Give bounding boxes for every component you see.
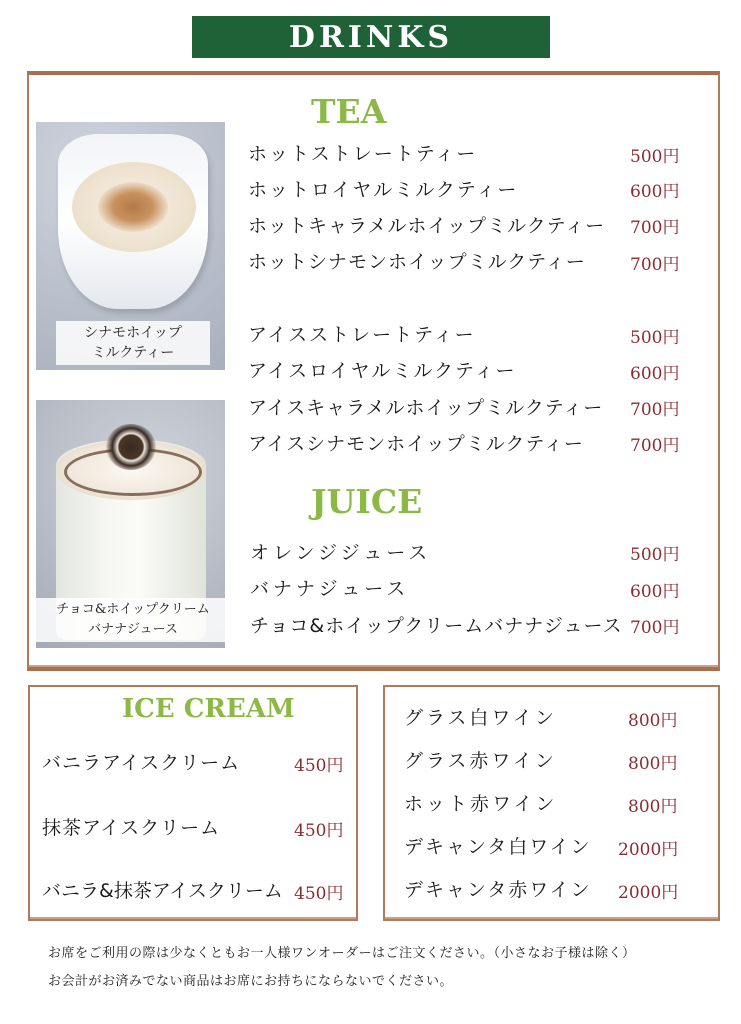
menu-item xyxy=(250,611,623,638)
tea-caption-line1: シナモホイップ xyxy=(84,325,182,341)
item-price: 450円 xyxy=(294,821,344,841)
menu-item xyxy=(248,247,586,274)
menu-item xyxy=(404,875,592,902)
item-price: 700円 xyxy=(630,618,680,638)
item-price: 700円 xyxy=(630,400,680,420)
item-name: デキャンタ赤ワイン xyxy=(404,879,592,901)
item-price: 600円 xyxy=(630,582,680,602)
item-name: ホットロイヤルミルクティー xyxy=(248,179,519,201)
item-name: オレンジジュース xyxy=(250,542,432,564)
item-price: 500円 xyxy=(630,328,680,348)
item-price: 450円 xyxy=(294,756,344,776)
item-name: 抹茶アイスクリーム xyxy=(42,817,221,839)
item-name: チョコ&ホイップクリームバナナジュース xyxy=(250,615,623,637)
menu-item xyxy=(248,175,518,202)
item-name: ホットストレートティー xyxy=(248,143,478,165)
menu-item xyxy=(42,876,283,903)
menu-item xyxy=(250,538,431,565)
menu-item xyxy=(248,320,476,347)
menu-item xyxy=(248,139,477,166)
juice-caption-line2: バナナジュース xyxy=(88,622,178,637)
item-name: アイスシナモンホイップミルクティー xyxy=(248,433,584,455)
item-price: 700円 xyxy=(630,436,680,456)
item-price: 500円 xyxy=(630,545,680,565)
menu-item xyxy=(248,393,603,420)
item-price: 700円 xyxy=(630,255,680,275)
juice-section-title: JUICE xyxy=(311,482,423,521)
item-name: デキャンタ白ワイン xyxy=(404,836,592,858)
item-price: 600円 xyxy=(630,364,680,384)
menu-item xyxy=(404,832,592,859)
item-name: ホット赤ワイン xyxy=(404,793,558,815)
footer-note-order: お席をご利用の際は少なくともお一人様ワンオーダーはご注文ください。（小さなお子様は除く） xyxy=(48,946,636,961)
ice-cream-section-title: ICE CREAM xyxy=(122,694,295,724)
item-price: 800円 xyxy=(628,711,678,731)
item-name: グラス赤ワイン xyxy=(404,750,557,772)
juice-caption-line1: チョコ&ホイップクリーム xyxy=(56,602,210,617)
item-price: 800円 xyxy=(628,797,678,817)
page-header xyxy=(192,16,550,58)
menu-item xyxy=(250,574,409,601)
menu-item xyxy=(248,211,605,238)
item-name: アイスキャラメルホイップミルクティー xyxy=(248,397,604,419)
item-price: 2000円 xyxy=(618,840,679,860)
item-name: バニラ&抹茶アイスクリーム xyxy=(42,880,283,902)
item-price: 500円 xyxy=(630,147,680,167)
item-name: バナナジュース xyxy=(250,578,410,600)
menu-item xyxy=(42,748,240,775)
item-name: グラス白ワイン xyxy=(404,707,557,729)
menu-item xyxy=(42,813,220,840)
item-price: 800円 xyxy=(628,754,678,774)
item-name: バニラアイスクリーム xyxy=(42,752,241,774)
item-price: 700円 xyxy=(630,218,680,238)
item-name: ホットキャラメルホイップミルクティー xyxy=(248,215,606,237)
item-price: 2000円 xyxy=(618,883,679,903)
item-name: アイスストレートティー xyxy=(248,324,476,346)
page-title: DRINKS xyxy=(288,19,454,55)
item-price: 600円 xyxy=(630,182,680,202)
item-name: アイスロイヤルミルクティー xyxy=(248,360,517,382)
menu-item xyxy=(404,789,557,816)
juice-photo-caption xyxy=(36,598,230,642)
tea-photo-caption xyxy=(56,321,210,365)
tea-caption-line2: ミルクティー xyxy=(91,345,175,361)
cinnamon-topping xyxy=(98,182,168,232)
menu-item xyxy=(248,356,516,383)
item-name: ホットシナモンホイップミルクティー xyxy=(248,251,586,273)
menu-item xyxy=(404,746,557,773)
footer-note-takeaway: お会計がお済みでない商品はお席にお持ちにならないでください。 xyxy=(48,974,454,989)
menu-item xyxy=(404,703,557,730)
tea-section-title: TEA xyxy=(311,92,387,131)
chocolate-swirl xyxy=(106,424,156,470)
item-price: 450円 xyxy=(294,884,344,904)
menu-item xyxy=(248,429,584,456)
